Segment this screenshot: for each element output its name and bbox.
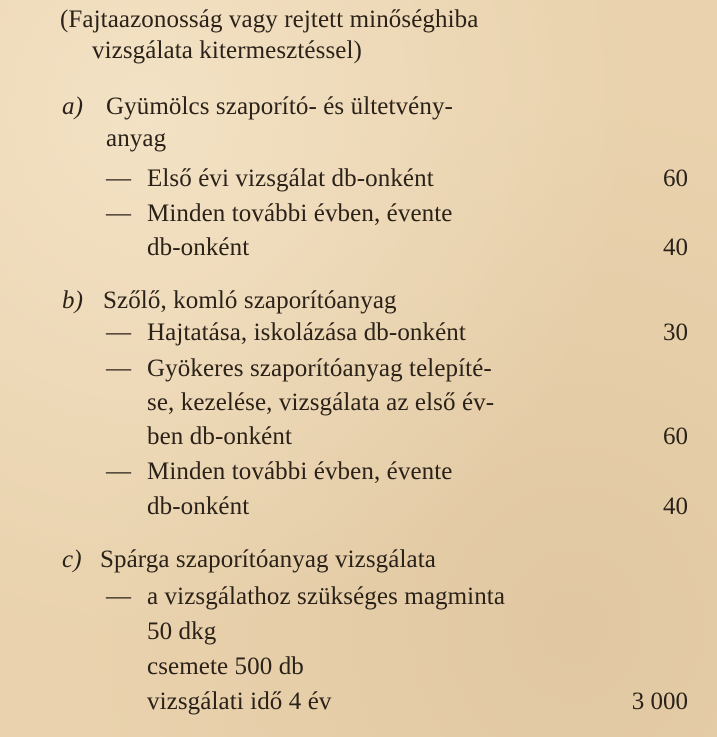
section-b-item-1-text: Hajtatása, iskolázása db-onként [147, 319, 466, 346]
section-c-marker: c) [62, 546, 82, 573]
section-c-item-1-text-line-4: vizsgálati idő 4 év [147, 688, 332, 715]
section-a-item-1-dash: — [106, 165, 131, 192]
section-b-item-2-text-line-3: ben db-onként [147, 423, 293, 450]
section-a-marker: a) [62, 93, 84, 120]
section-c-item-1-text-line-3: csemete 500 db [147, 653, 304, 680]
section-a-title-line-1: Gyümölcs szaporító- és ültetvény- [106, 93, 453, 120]
intro-line-2: vizsgálata kitermesztéssel) [92, 37, 362, 64]
section-a-title-line-2: anyag [106, 125, 167, 152]
section-a-item-2-text-line-1: Minden további évben, évente [147, 200, 453, 227]
section-b-item-3-dash: — [106, 458, 131, 485]
section-b-item-3-text-line-1: Minden további évben, évente [147, 458, 453, 485]
section-b-item-2-text-line-1: Gyökeres szaporítóanyag telepíté- [147, 355, 492, 382]
section-c-title: Spárga szaporítóanyag vizsgálata [100, 546, 436, 573]
section-c-item-1-text-line-1: a vizsgálathoz szükséges magminta [147, 583, 506, 610]
section-b-item-1-value: 30 [663, 319, 688, 346]
section-a-item-2-dash: — [106, 200, 131, 227]
section-b-marker: b) [62, 287, 84, 314]
section-c-item-1-text-line-2: 50 dkg [147, 618, 217, 645]
section-b-item-1-dash: — [106, 319, 131, 346]
section-a-item-2-value: 40 [663, 234, 688, 261]
section-c-item-1-value: 3 000 [631, 688, 688, 715]
section-c-item-1-dash: — [106, 583, 131, 610]
section-a-item-2-text-line-2: db-onként [147, 234, 250, 261]
intro-line-1: (Fajtaazonosság vagy rejtett minőséghiba [60, 6, 479, 33]
section-b-item-2-text-line-2: se, kezelése, vizsgálata az első év- [147, 389, 495, 416]
section-b-item-3-value: 40 [663, 493, 688, 520]
section-a-item-1-text: Első évi vizsgálat db-onként [147, 165, 434, 192]
section-b-item-2-value: 60 [663, 423, 688, 450]
section-b-title: Szőlő, komló szaporítóanyag [103, 287, 397, 314]
section-b-item-3-text-line-2: db-onként [147, 493, 250, 520]
section-b-item-2-dash: — [106, 355, 131, 382]
section-a-item-1-value: 60 [663, 165, 688, 192]
